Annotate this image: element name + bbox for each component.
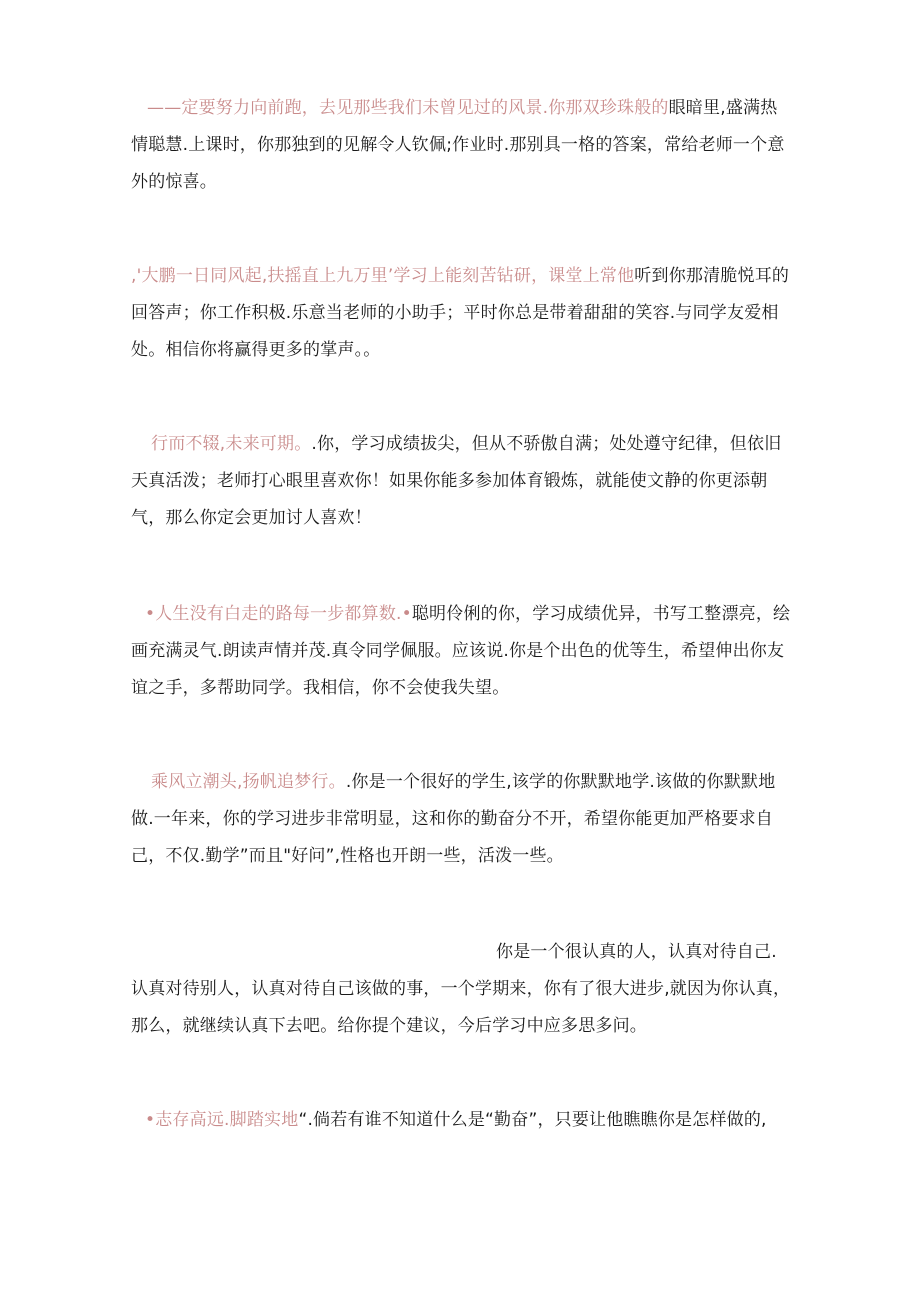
paragraph-2-motto: ,'大鹏一日同风起,扶摇直上九万里’学习上能刻苦钻研，课堂上常他: [131, 266, 635, 286]
paragraph-6-text: 你是一个很认真的人，认真对待自己.认真对待别人，认真对待自己该做的事，一个学期来，你有了很大进步,就因为你认真，那么，就继续认真下去吧。给你提个建议，今后学习中应多思多问。: [131, 942, 791, 1036]
paragraph-4: [131, 596, 791, 707]
paragraph-5: [131, 764, 791, 875]
paragraph-1-motto: ——定要努力向前跑，去见那些我们未曾见过的风景.你那双珍珠般的: [147, 98, 669, 118]
paragraph-1-text: 眼暗里,盛满热情聪慧.上课时，你那独到的见解令人钦佩;作业时.那别具一格的答案，常给老师一个意外的惊喜。: [131, 98, 785, 192]
paragraph-3-text: .你，学习成绩拔尖，但从不骄傲自满；处处遵守纪律，但依旧天真活泼；老师打心眼里喜欢你！如果你能多参加体育锻炼，就能使文静的你更添朝气，那么你定会更加讨人喜欢！: [131, 434, 782, 528]
paragraph-5-motto: 乘风立潮头,扬帆追梦行。: [151, 772, 346, 792]
paragraph-7-motto: •志存高远.脚踏实地: [145, 1110, 299, 1130]
paragraph-6: [131, 934, 791, 1045]
paragraph-3-motto: 行而不辍,未来可期。: [151, 434, 312, 454]
paragraph-4-motto: •人生没有白走的路每一步都算数.•: [145, 604, 412, 624]
paragraph-5-text: .你是一个很好的学生,该学的你默默地学.该做的你默默地做.一年来，你的学习进步非常明显，这和你的勤奋分不开，希望你能更加严格要求自己，不仅.勤学”而且"好问”,性格也开朗一些，活泼一些。: [131, 772, 776, 866]
paragraph-1: [131, 90, 791, 201]
paragraph-2-text: 听到你那清脆悦耳的回答声；你工作积极.乐意当老师的小助手；平时你总是带着甜甜的笑容.与同学友爱相处。相信你将赢得更多的掌声。。: [131, 266, 790, 360]
paragraph-7-text: “.倘若有谁不知道什么是“勤奋”，只要让他瞧瞧你是怎样做的,: [298, 1110, 767, 1130]
paragraph-7: [131, 1102, 791, 1139]
paragraph-3: [131, 426, 791, 537]
paragraph-4-text: 聪明伶俐的你，学习成绩优异，书写工整漂亮，绘画充满灵气.朗读声情并茂.真令同学佩服。应该说.你是个出色的优等生，希望伸出你友谊之手，多帮助同学。我相信，你不会使我失望。: [131, 604, 791, 698]
paragraph-2: [131, 258, 791, 369]
